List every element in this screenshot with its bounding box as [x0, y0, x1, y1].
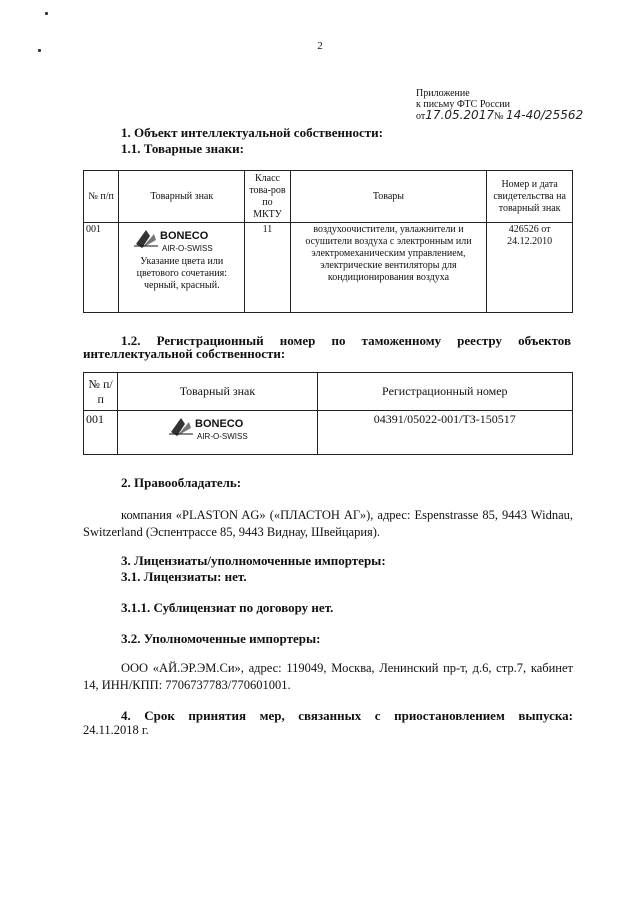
col-header-mark: Товарный знак: [118, 373, 317, 411]
section32-text: ООО «АЙ.ЭР.ЭМ.Си», адрес: 119049, Москва, Ленинский пр-т, д.6, стр.7, кабинет 14, ИНН/КПП: 7706737783/770601001.: [83, 661, 573, 692]
row-goods: воздухоочистители, увлажнители и осушители воздуха с электронным или электромеханическим управлением, электрические вентиляторы для кондиционирования воздуха: [290, 223, 487, 313]
section311-sublicensee: 3.1.1. Сублицензиат по договору нет.: [121, 600, 334, 615]
appendix-line3: от17.05.2017№ 14-40/25562: [416, 108, 584, 122]
section2-text: компания «PLASTON AG» («ПЛАСТОН АГ»), адрес: Espenstrasse 85, 9443 Widnau, Switzerland (Эспентрассе 85, 9443 Виднау, Швейцария).: [83, 508, 573, 539]
svg-text:AIR-O-SWISS: AIR-O-SWISS: [197, 432, 249, 441]
handwritten-number: 14-40/25562: [506, 108, 584, 122]
svg-text:BONECO: BONECO: [195, 418, 244, 430]
col-header-cert: Номер и дата свидетельства на товарный знак: [487, 171, 573, 223]
row-num: 001: [84, 411, 118, 455]
section3-title: 3. Лицензиаты/уполномоченные импортеры:: [121, 553, 386, 568]
page-number: 2: [317, 40, 323, 52]
row-num: 001: [84, 223, 119, 313]
color-note: Указание цвета или цветового сочетания: черный, красный.: [136, 256, 227, 291]
svg-text:BONECO: BONECO: [159, 230, 209, 242]
section4-date: 24.11.2018 г.: [83, 723, 149, 737]
section32-title: 3.2. Уполномоченные импортеры:: [121, 631, 321, 646]
trademarks-table: [83, 170, 573, 313]
col-header-goods: Товары: [290, 171, 487, 223]
section12-title-line2: интеллектуальной собственности:: [83, 346, 286, 361]
col-header-num: № п/п: [84, 171, 119, 223]
table-row: [84, 411, 573, 455]
row-cert: 426526 от 24.12.2010: [487, 223, 573, 313]
section12-title-line1: 1.2. Регистрационный номер по таможенному реестру объектов: [121, 333, 571, 348]
col-header-num: № п/п: [84, 373, 118, 411]
appendix-line2: к письму ФТС России: [416, 99, 510, 110]
appendix-line1: Приложение: [416, 88, 470, 99]
col-header-mark: Товарный знак: [119, 171, 245, 223]
section1-sub: 1.1. Товарные знаки:: [121, 141, 244, 156]
appendix-stamp: [416, 88, 583, 122]
scan-speck: [45, 12, 48, 15]
col-header-class: Класс това-ров по МКТУ: [245, 171, 290, 223]
registry-table: [83, 372, 573, 455]
section31-licensees: 3.1. Лицензиаты: нет.: [121, 569, 247, 584]
table-row: [84, 223, 573, 313]
section4-title: 4. Срок принятия мер, связанных с приостановлением выпуска:: [121, 708, 573, 723]
col-header-reg: Регистрационный номер: [317, 373, 572, 411]
handwritten-date: 17.05.2017: [425, 108, 494, 122]
svg-text:AIR-O-SWISS: AIR-O-SWISS: [161, 244, 213, 253]
boneco-logo: [132, 226, 232, 254]
section2-title: 2. Правообладатель:: [121, 475, 242, 490]
row-class: 11: [245, 223, 290, 313]
row-reg-number: 04391/05022-001/ТЗ-150517: [317, 411, 572, 455]
boneco-logo: [167, 414, 267, 442]
section1-title: 1. Объект интеллектуальной собственности:: [121, 125, 383, 140]
